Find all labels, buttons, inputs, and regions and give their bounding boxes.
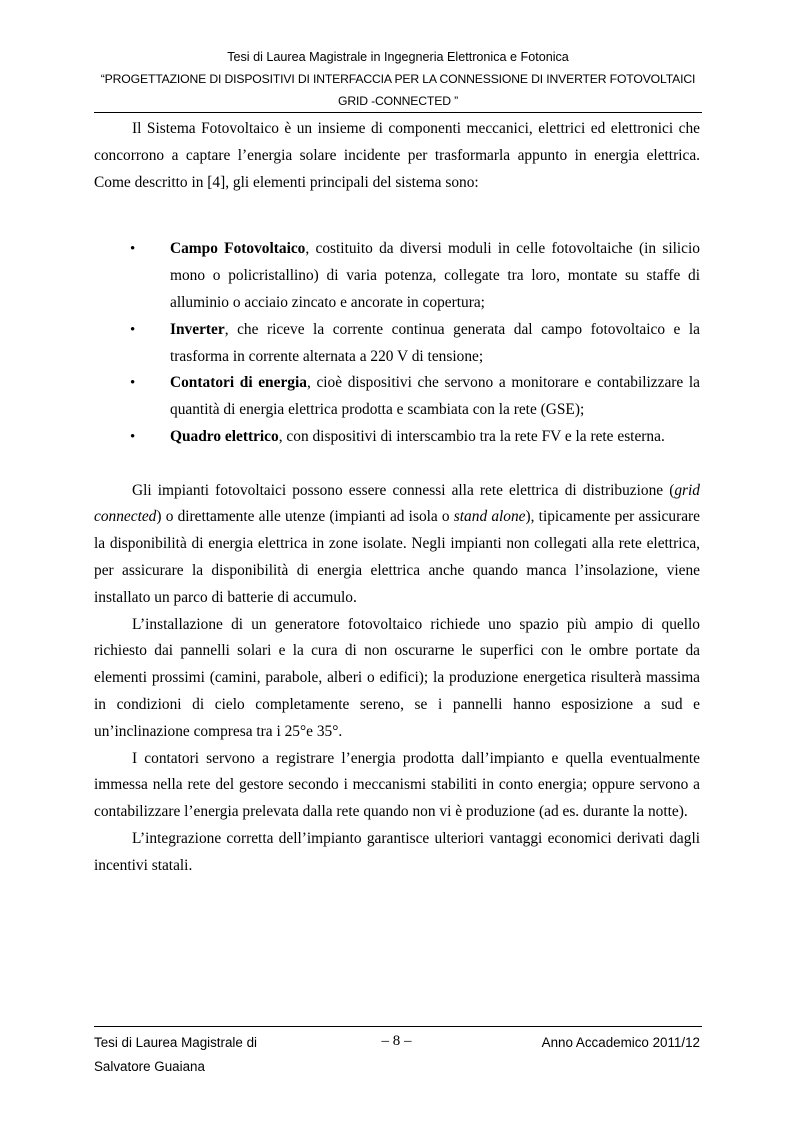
emphasis-grid-connected: grid connected [94,481,700,526]
header-rule [94,112,702,113]
list-item-term: Inverter [170,320,225,338]
footer-rule [94,1026,702,1027]
paragraph-text: Gli impianti fotovoltaici possono essere connessi alla rete elettrica di distribuzione ( [132,481,675,499]
grid-connected-paragraph [94,478,700,612]
paragraph-text: ), tipicamente per assicurare la disponibilità di energia elettrica in zone isolate. Negli impianti non collegati alla rete elettrica, per assicurare la disponibilità di energia elettrica anche quando manca l’insolazione, viene installato un parco di batterie di accumulo. [94,508,700,606]
footer-academic-year: Anno Accademico 2011/12 [541,1035,700,1050]
integration-paragraph: L’integrazione corretta dell’impianto garantisce ulteriori vantaggi economici derivati dagli incentivi statali. [94,829,700,874]
list-item [94,317,700,371]
intro-paragraph: Il Sistema Fotovoltaico è un insieme di componenti meccanici, elettrici ed elettronici che concorrono a captare l’energia solare incidente per trasformarla appunto in energia elettrica. Come descritto in [4], gli elementi principali del sistema sono: [94,120,700,191]
list-item-term: Quadro elettrico [170,427,279,445]
list-item-text: , cioè dispositivi che servono a monitorare e contabilizzare la quantità di energia elettrica prodotta e scambiata con la rete (GSE); [170,374,700,419]
bullet-icon: • [130,375,136,392]
list-item-term: Campo Fotovoltaico [170,240,306,258]
header-title-line: “PROGETTAZIONE DI DISPOSITIVI DI INTERFACCIA PER LA CONNESSIONE DI INVERTER FOTOVOLTAICI [100,72,696,86]
list-item [94,370,700,424]
system-elements-list [94,236,700,450]
list-item-text: , costituito da diversi moduli in celle fotovoltaiche (in silicio mono o policristallino) di varia potenza, collegate tra loro, montate su staffe di alluminio o acciaio zincato e ancorate in copertura; [170,240,700,311]
footer-author-line-1: Tesi di Laurea Magistrale di [94,1035,258,1050]
list-item-term: Contatori di energia [170,374,307,392]
paragraph-text: ) o direttamente alle utenze (impianti ad isola o [156,508,454,526]
footer-author-line-2: Salvatore Guaiana [94,1059,205,1074]
installation-paragraph: L’installazione di un generatore fotovoltaico richiede uno spazio più ampio di quello richiesto dai pannelli solari e la cura di non oscurarne le superfici con le ombre portate da elementi prossimi (camini, parabole, alberi o edifici); la produzione energetica risulterà massima in condizioni di cielo completamente sereno, se i pannelli hanno esposizione a sud e un’inclinazione compresa tra i 25°e 35°. [94,615,700,740]
list-item [94,236,700,316]
header-thesis-line: Tesi di Laurea Magistrale in Ingegneria Elettronica e Fotonica [227,50,569,64]
bullet-icon: • [130,321,136,338]
page-number: – 8 – [381,1033,412,1049]
header-title-line-2: GRID -CONNECTED ” [338,94,458,108]
emphasis-stand-alone: stand alone [453,508,526,526]
list-item [94,424,700,451]
bullet-icon: • [130,241,136,258]
list-item-text: , che riceve la corrente continua generata dal campo fotovoltaico e la trasforma in corrente alternata a 220 V di tensione; [170,320,700,365]
bullet-icon: • [130,428,136,445]
meters-paragraph: I contatori servono a registrare l’energia prodotta dall’impianto e quella eventualmente immessa nella rete del gestore secondo i meccanismi stabiliti in conto energia; oppure servono a contabilizzare l’energia prelevata dalla rete quando non vi è produzione (ad es. durante la notte). [94,749,700,821]
page-body [94,116,700,880]
list-item-text: , con dispositivi di interscambio tra la rete FV e la rete esterna. [278,427,665,445]
page-header [94,46,702,112]
